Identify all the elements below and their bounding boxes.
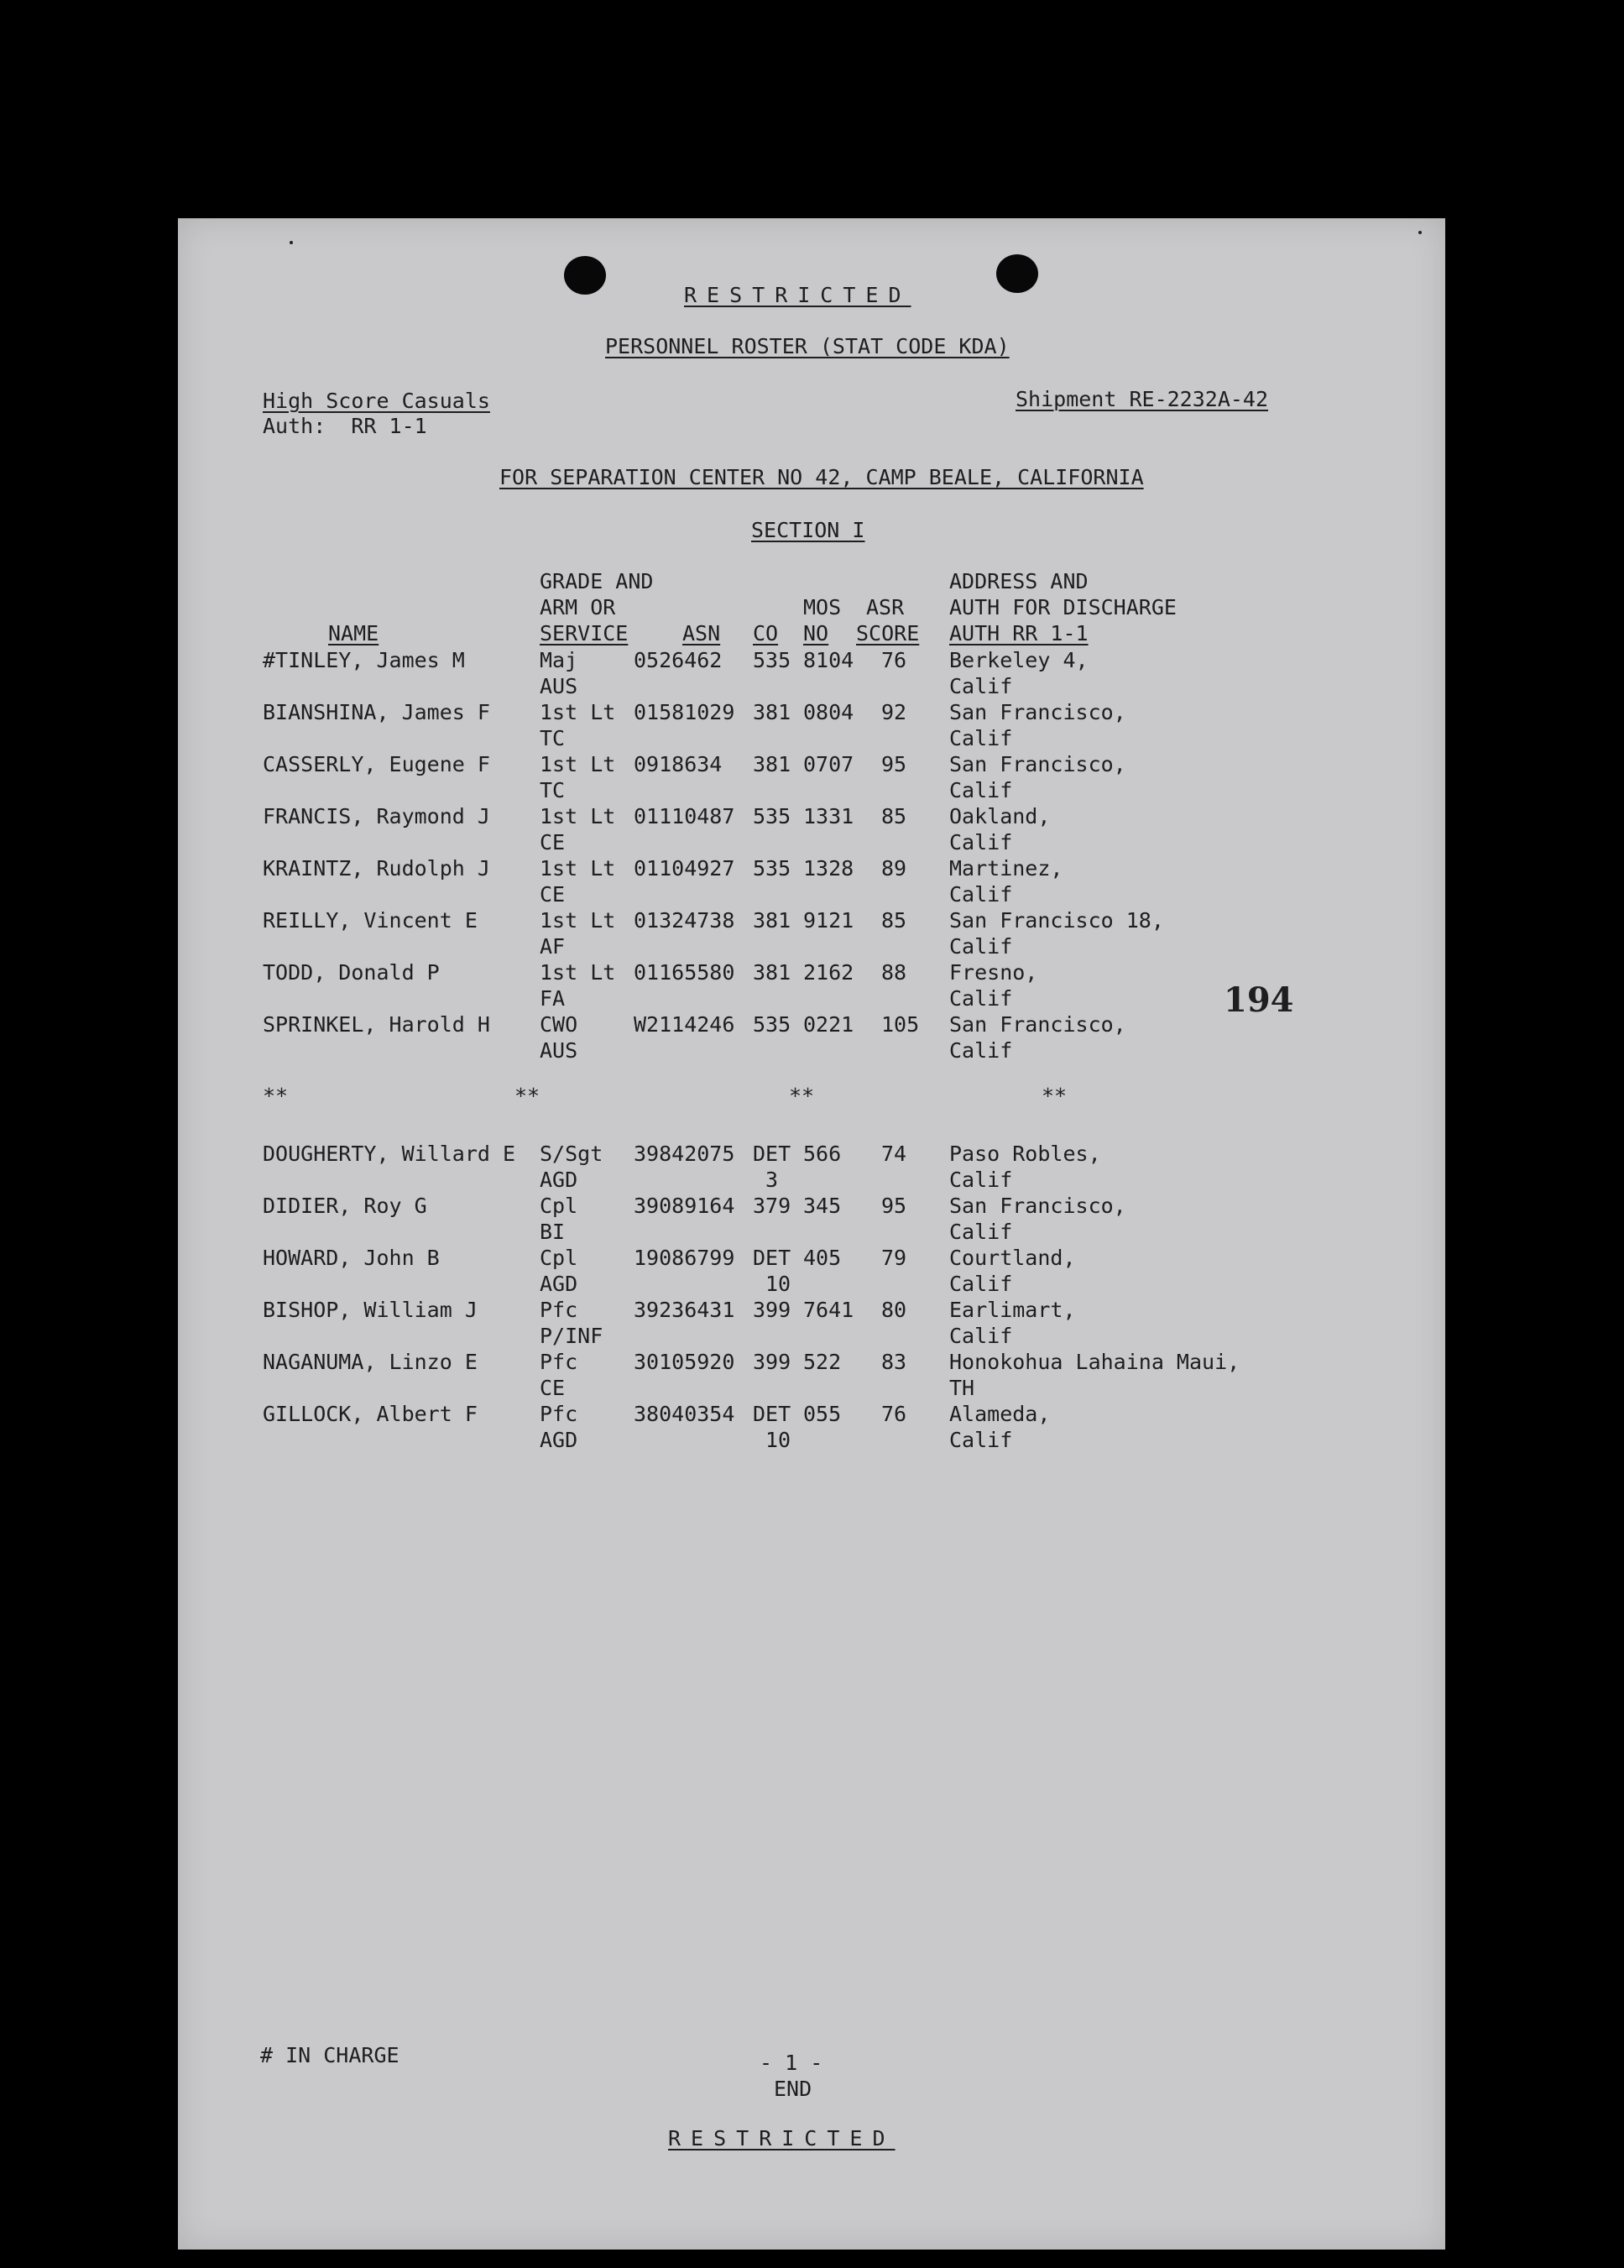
roster-address: Berkeley 4,	[949, 648, 1089, 672]
roster-grade: Pfc	[540, 1402, 578, 1426]
roster-asr: 92	[881, 700, 907, 724]
roster-co: 535	[753, 856, 791, 881]
roster-asn: 01165580	[634, 960, 735, 985]
roster-co: 381	[753, 960, 791, 985]
roster-asn: 39236431	[634, 1298, 735, 1322]
roster-asn: 01110487	[634, 804, 735, 828]
roster-grade: Pfc	[540, 1298, 578, 1322]
roster-asn: 0918634	[634, 752, 723, 776]
roster-mos: 1331	[803, 804, 854, 828]
roster-address-state: Calif	[949, 1324, 1013, 1348]
co-header: CO	[753, 621, 779, 645]
punch-hole-left	[564, 256, 606, 295]
name-header: NAME	[328, 621, 379, 645]
roster-name: GILLOCK, Albert F	[263, 1402, 478, 1426]
roster-address: Earlimart,	[949, 1298, 1076, 1322]
in-charge-note: # IN CHARGE	[260, 2043, 399, 2067]
roster-co: 535	[753, 1012, 791, 1037]
separator-mark: **	[263, 1084, 289, 1108]
roster-title: PERSONNEL ROSTER (STAT CODE KDA)	[605, 334, 1010, 358]
roster-address-state: Calif	[949, 726, 1013, 750]
roster-asr: 83	[881, 1350, 907, 1374]
roster-grade: S/Sgt	[540, 1142, 603, 1166]
roster-co: 399	[753, 1350, 791, 1374]
roster-mos: 566	[803, 1142, 842, 1166]
roster-arm: AGD	[540, 1272, 578, 1296]
roster-asr: 76	[881, 1402, 907, 1426]
roster-co: 381	[753, 700, 791, 724]
roster-address: Fresno,	[949, 960, 1038, 985]
roster-asr: 88	[881, 960, 907, 985]
roster-grade: 1st Lt	[540, 804, 616, 828]
roster-mos: 0804	[803, 700, 854, 724]
roster-address: San Francisco,	[949, 1194, 1126, 1218]
roster-mos: 2162	[803, 960, 854, 985]
destination: FOR SEPARATION CENTER NO 42, CAMP BEALE, CALIFORNIA	[499, 465, 1144, 489]
roster-arm: TC	[540, 778, 566, 802]
roster-asr: 76	[881, 648, 907, 672]
roster-asr: 85	[881, 908, 907, 933]
roster-arm: BI	[540, 1220, 566, 1244]
roster-grade: Cpl	[540, 1194, 578, 1218]
grade-header-line3: SERVICE	[540, 621, 629, 645]
roster-name: NAGANUMA, Linzo E	[263, 1350, 478, 1374]
roster-address: San Francisco,	[949, 700, 1126, 724]
separator-mark: **	[1042, 1084, 1068, 1108]
roster-address: San Francisco 18,	[949, 908, 1164, 933]
roster-name: SPRINKEL, Harold H	[263, 1012, 490, 1037]
roster-mos: 7641	[803, 1298, 854, 1322]
roster-address-state: Calif	[949, 1038, 1013, 1063]
roster-co: 535	[753, 648, 791, 672]
roster-address: Paso Robles,	[949, 1142, 1101, 1166]
roster-co: 535	[753, 804, 791, 828]
mos-header-line1: MOS	[803, 595, 842, 619]
roster-arm: CE	[540, 830, 566, 854]
roster-co: 379	[753, 1194, 791, 1218]
handwritten-page-number: 194	[1224, 980, 1294, 1020]
roster-asn: 01104927	[634, 856, 735, 881]
roster-address-state: Calif	[949, 882, 1013, 907]
speck	[290, 241, 293, 244]
roster-name: KRAINTZ, Rudolph J	[263, 856, 490, 881]
roster-grade: 1st Lt	[540, 752, 616, 776]
classification-top: RESTRICTED	[684, 283, 911, 307]
roster-arm: TC	[540, 726, 566, 750]
roster-asr: 80	[881, 1298, 907, 1322]
roster-mos: 345	[803, 1194, 842, 1218]
roster-grade: 1st Lt	[540, 700, 616, 724]
roster-name: HOWARD, John B	[263, 1246, 440, 1270]
roster-arm: AGD	[540, 1428, 578, 1452]
roster-name: FRANCIS, Raymond J	[263, 804, 490, 828]
group-name: High Score Casuals	[263, 389, 490, 413]
document-page	[178, 218, 1445, 2250]
roster-mos: 055	[803, 1402, 842, 1426]
roster-co: DET	[753, 1402, 791, 1426]
roster-asr: 89	[881, 856, 907, 881]
roster-address: Oakland,	[949, 804, 1051, 828]
roster-arm: AGD	[540, 1168, 578, 1192]
roster-arm: CE	[540, 882, 566, 907]
roster-name: BISHOP, William J	[263, 1298, 478, 1322]
roster-name: DOUGHERTY, Willard E	[263, 1142, 516, 1166]
roster-name: #TINLEY, James M	[263, 648, 465, 672]
speck	[1418, 231, 1422, 234]
roster-grade: 1st Lt	[540, 960, 616, 985]
section-title: SECTION I	[751, 518, 865, 542]
separator-mark: **	[789, 1084, 815, 1108]
roster-address: Courtland,	[949, 1246, 1076, 1270]
roster-asn: 0526462	[634, 648, 723, 672]
address-header-line1: ADDRESS AND	[949, 569, 1089, 593]
roster-co-detail: 3	[765, 1168, 779, 1192]
address-header-line3: AUTH RR 1-1	[949, 621, 1089, 645]
page-number: - 1 -	[760, 2051, 823, 2075]
roster-asr: 79	[881, 1246, 907, 1270]
separator-mark: **	[514, 1084, 540, 1108]
roster-name: CASSERLY, Eugene F	[263, 752, 490, 776]
roster-address: Honokohua Lahaina Maui,	[949, 1350, 1240, 1374]
classification-bottom: RESTRICTED	[668, 2126, 896, 2150]
roster-address: San Francisco,	[949, 752, 1126, 776]
roster-arm: AUS	[540, 1038, 578, 1063]
roster-address-state: Calif	[949, 1428, 1013, 1452]
roster-asr: 95	[881, 752, 907, 776]
end-marker: END	[774, 2077, 812, 2101]
asn-header: ASN	[682, 621, 721, 645]
roster-mos: 522	[803, 1350, 842, 1374]
roster-address: Alameda,	[949, 1402, 1051, 1426]
roster-grade: CWO	[540, 1012, 578, 1037]
mos-header-line2: NO	[803, 621, 829, 645]
roster-asn: 19086799	[634, 1246, 735, 1270]
roster-address-state: Calif	[949, 830, 1013, 854]
roster-asr: 74	[881, 1142, 907, 1166]
roster-asn: W2114246	[634, 1012, 735, 1037]
roster-address: Martinez,	[949, 856, 1063, 881]
roster-address-state: Calif	[949, 1272, 1013, 1296]
roster-co: 399	[753, 1298, 791, 1322]
roster-mos: 0221	[803, 1012, 854, 1037]
punch-hole-right	[996, 254, 1038, 293]
roster-co-detail: 10	[765, 1272, 791, 1296]
roster-name: REILLY, Vincent E	[263, 908, 478, 933]
roster-asn: 39842075	[634, 1142, 735, 1166]
roster-address-state: Calif	[949, 934, 1013, 959]
roster-mos: 8104	[803, 648, 854, 672]
roster-grade: Pfc	[540, 1350, 578, 1374]
grade-header-line1: GRADE AND	[540, 569, 654, 593]
roster-grade: 1st Lt	[540, 908, 616, 933]
roster-address-state: Calif	[949, 674, 1013, 698]
roster-asr: 95	[881, 1194, 907, 1218]
roster-asn: 38040354	[634, 1402, 735, 1426]
roster-grade: Cpl	[540, 1246, 578, 1270]
roster-address-state: Calif	[949, 986, 1013, 1011]
roster-mos: 1328	[803, 856, 854, 881]
roster-name: BIANSHINA, James F	[263, 700, 490, 724]
roster-address-state: Calif	[949, 1220, 1013, 1244]
roster-asn: 01581029	[634, 700, 735, 724]
roster-co: 381	[753, 908, 791, 933]
roster-grade: 1st Lt	[540, 856, 616, 881]
roster-arm: P/INF	[540, 1324, 603, 1348]
roster-address-state: Calif	[949, 1168, 1013, 1192]
roster-co: DET	[753, 1142, 791, 1166]
roster-asn: 30105920	[634, 1350, 735, 1374]
roster-grade: Maj	[540, 648, 578, 672]
roster-asr: 85	[881, 804, 907, 828]
roster-co: 381	[753, 752, 791, 776]
asr-header-line2: SCORE	[856, 621, 920, 645]
roster-address: San Francisco,	[949, 1012, 1126, 1037]
roster-name: TODD, Donald P	[263, 960, 440, 985]
roster-mos: 405	[803, 1246, 842, 1270]
roster-arm: AUS	[540, 674, 578, 698]
shipment-number: Shipment RE-2232A-42	[1016, 387, 1269, 411]
roster-arm: CE	[540, 1376, 566, 1400]
roster-address-state: TH	[949, 1376, 975, 1400]
asr-header-line1: ASR	[866, 595, 905, 619]
authority: Auth: RR 1-1	[263, 414, 427, 438]
grade-header-line2: ARM OR	[540, 595, 616, 619]
roster-co-detail: 10	[765, 1428, 791, 1452]
roster-mos: 0707	[803, 752, 854, 776]
roster-name: DIDIER, Roy G	[263, 1194, 427, 1218]
roster-arm: AF	[540, 934, 566, 959]
roster-asn: 39089164	[634, 1194, 735, 1218]
roster-asn: 01324738	[634, 908, 735, 933]
roster-mos: 9121	[803, 908, 854, 933]
roster-co: DET	[753, 1246, 791, 1270]
roster-address-state: Calif	[949, 778, 1013, 802]
roster-arm: FA	[540, 986, 566, 1011]
roster-asr: 105	[881, 1012, 920, 1037]
address-header-line2: AUTH FOR DISCHARGE	[949, 595, 1177, 619]
